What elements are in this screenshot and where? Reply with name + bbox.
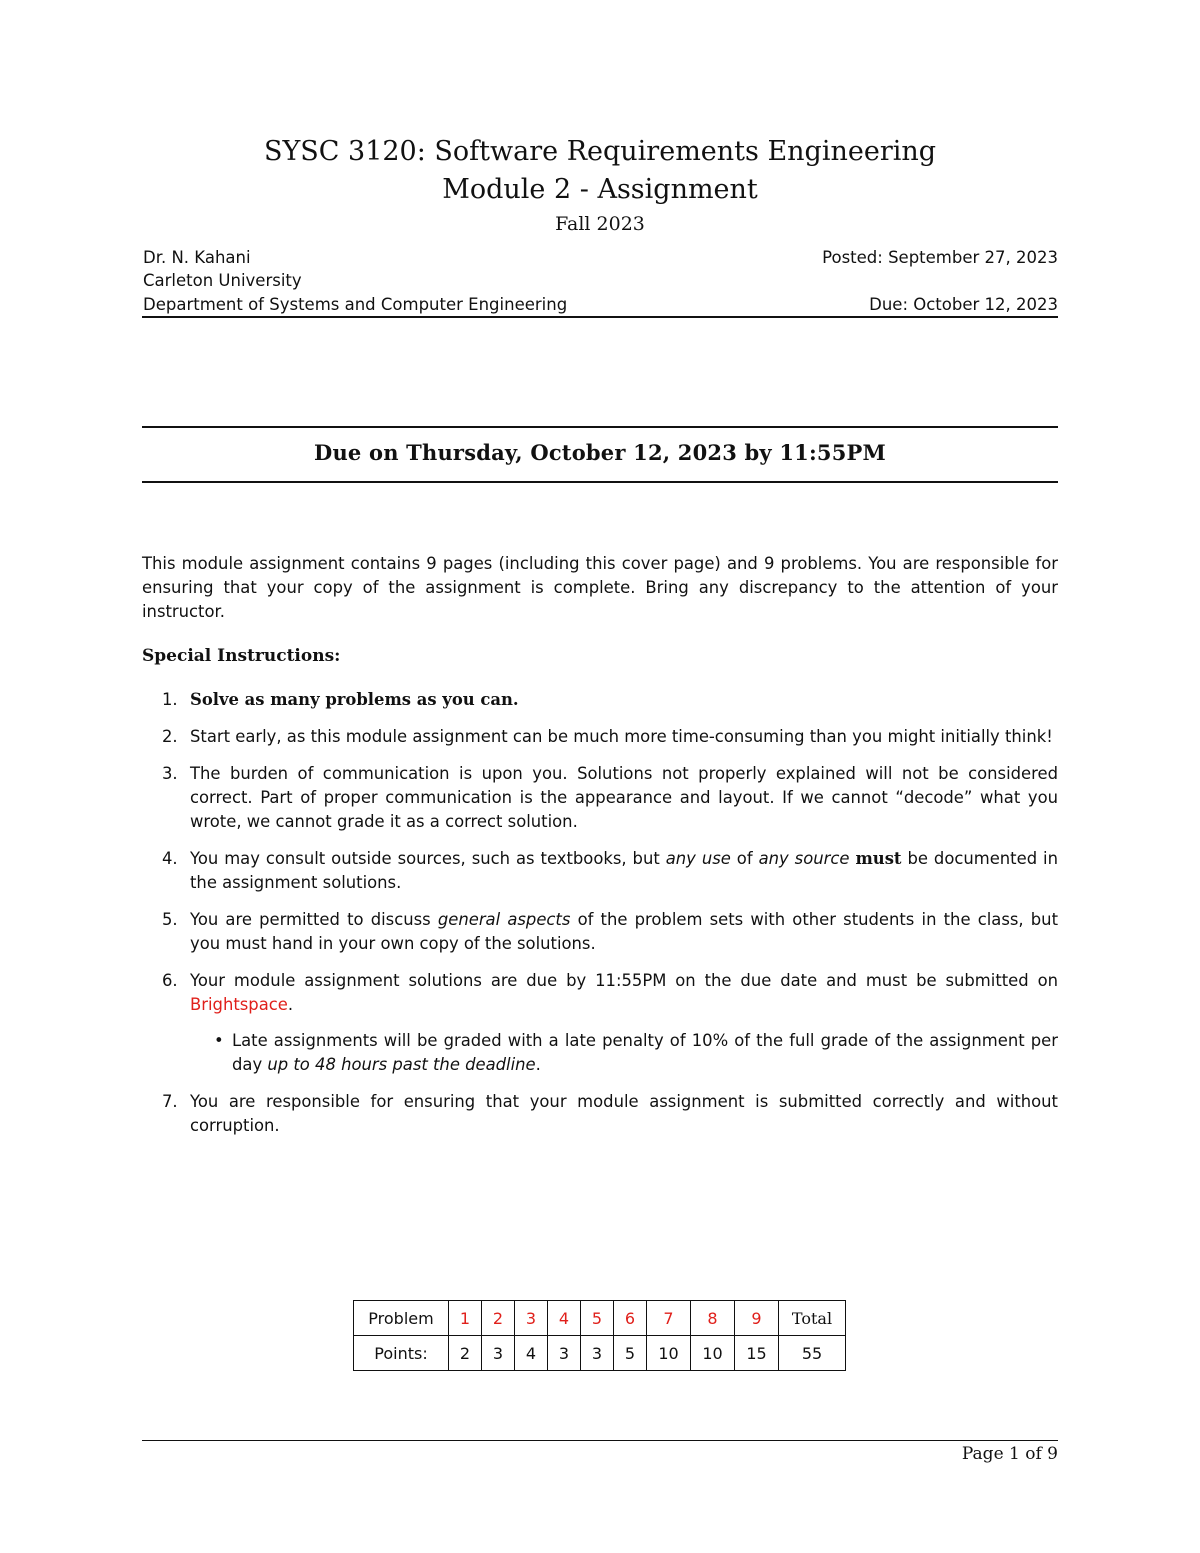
subitem-text: Late assignments will be graded with a late penalty of 10% of the full grade of the assignment per day: [232, 1031, 1058, 1074]
problem-link[interactable]: 3: [515, 1301, 548, 1336]
instruction-text: of the problem sets with other students in the class, but you must hand in your own copy of the solutions.: [190, 910, 1058, 953]
row-header-problem: Problem: [354, 1301, 449, 1336]
header-divider: [142, 316, 1058, 318]
instruction-text: The burden of communication is upon you. Solutions not properly explained will not be considered correct. Part of proper communication is the appearance and layout. If we cannot “decode” what you wrote, we cannot grade it as a correct solution.: [190, 764, 1058, 831]
problem-link[interactable]: 5: [581, 1301, 614, 1336]
problem-link[interactable]: 9: [735, 1301, 779, 1336]
table-row-points: [354, 1336, 846, 1371]
points-cell: 3: [482, 1336, 515, 1371]
item-number: 3.: [162, 764, 178, 783]
instruction-item-1: [142, 688, 1058, 712]
brightspace-link[interactable]: Brightspace: [190, 995, 288, 1014]
total-header: Total: [779, 1301, 846, 1336]
points-cell: 5: [614, 1336, 647, 1371]
instruction-text: Start early, as this module assignment can be much more time-consuming than you might initially think!: [190, 727, 1053, 746]
table-row-problems: [354, 1301, 846, 1336]
problem-link[interactable]: 7: [647, 1301, 691, 1336]
problem-link[interactable]: 1: [449, 1301, 482, 1336]
intro-paragraph: This module assignment contains 9 pages (including this cover page) and 9 problems. You are responsible for ensuring that your copy of the assignment is complete. Bring any discrepancy to the attention of your instructor.: [142, 554, 1058, 621]
posted-date: Posted: September 27, 2023: [822, 248, 1058, 267]
item-number: 5.: [162, 910, 178, 929]
subitem-text: .: [535, 1055, 541, 1074]
term-label: Fall 2023: [555, 213, 645, 235]
item-number: 1.: [162, 690, 178, 709]
points-cell: 10: [647, 1336, 691, 1371]
points-cell: 3: [581, 1336, 614, 1371]
page-number: Page 1 of 9: [961, 1444, 1058, 1464]
special-instructions-heading: Special Instructions:: [142, 646, 341, 666]
late-penalty-subitem: [190, 1029, 1058, 1077]
instruction-text: You may consult outside sources, such as textbooks, but: [190, 849, 666, 868]
instruction-text: .: [287, 995, 294, 1014]
instruction-text: Your module assignment solutions are due by 11:55PM on the due date and must be submitted on: [190, 971, 1058, 990]
item-number: 4.: [162, 849, 178, 868]
due-date: Due: October 12, 2023: [869, 295, 1058, 314]
problem-link[interactable]: 6: [614, 1301, 647, 1336]
points-cell: 10: [691, 1336, 735, 1371]
instruction-item-2: [142, 725, 1058, 749]
grade-table: [353, 1300, 846, 1371]
instruction-text: You are responsible for ensuring that your module assignment is submitted correctly and without corruption.: [190, 1092, 1058, 1135]
emphasis-general-aspects: general aspects: [437, 910, 571, 929]
bullet-icon: •: [214, 1031, 224, 1050]
item-number: 7.: [162, 1092, 178, 1111]
emphasis-must: must: [855, 849, 902, 868]
instruction-text: be documented in the assignment solutions.: [190, 849, 1058, 892]
total-points-cell: 55: [779, 1336, 846, 1371]
instruction-text: Solve as many problems as you can.: [190, 690, 519, 709]
instruction-item-4: [142, 847, 1058, 895]
points-cell: 4: [515, 1336, 548, 1371]
instructor-name: Dr. N. Kahani: [143, 248, 251, 267]
emphasis-any-source: any source: [758, 849, 850, 868]
due-banner: Due on Thursday, October 12, 2023 by 11:55PM: [314, 440, 886, 465]
instruction-text: You are permitted to discuss: [190, 910, 438, 929]
emphasis-any-use: any use: [665, 849, 731, 868]
banner-top-rule: [142, 426, 1058, 428]
points-cell: 2: [449, 1336, 482, 1371]
item-number: 2.: [162, 727, 178, 746]
instruction-item-3: [142, 762, 1058, 834]
row-header-points: Points:: [354, 1336, 449, 1371]
problem-link[interactable]: 8: [691, 1301, 735, 1336]
problem-link[interactable]: 4: [548, 1301, 581, 1336]
item-number: 6.: [162, 971, 178, 990]
banner-bottom-rule: [142, 481, 1058, 483]
points-cell: 15: [735, 1336, 779, 1371]
emphasis-48-hours: up to 48 hours past the deadline: [267, 1055, 536, 1074]
instruction-item-5: [142, 908, 1058, 956]
footer-divider: [142, 1440, 1058, 1441]
course-title: SYSC 3120: Software Requirements Engineering: [263, 136, 937, 167]
problem-link[interactable]: 2: [482, 1301, 515, 1336]
module-title: Module 2 - Assignment: [442, 174, 758, 205]
department-name: Department of Systems and Computer Engineering: [143, 295, 568, 314]
instruction-item-6: [142, 969, 1058, 1077]
points-cell: 3: [548, 1336, 581, 1371]
instructions-list: [142, 688, 1058, 1151]
instruction-item-7: [142, 1090, 1058, 1138]
instruction-text: of: [730, 849, 759, 868]
university-name: Carleton University: [143, 271, 302, 290]
